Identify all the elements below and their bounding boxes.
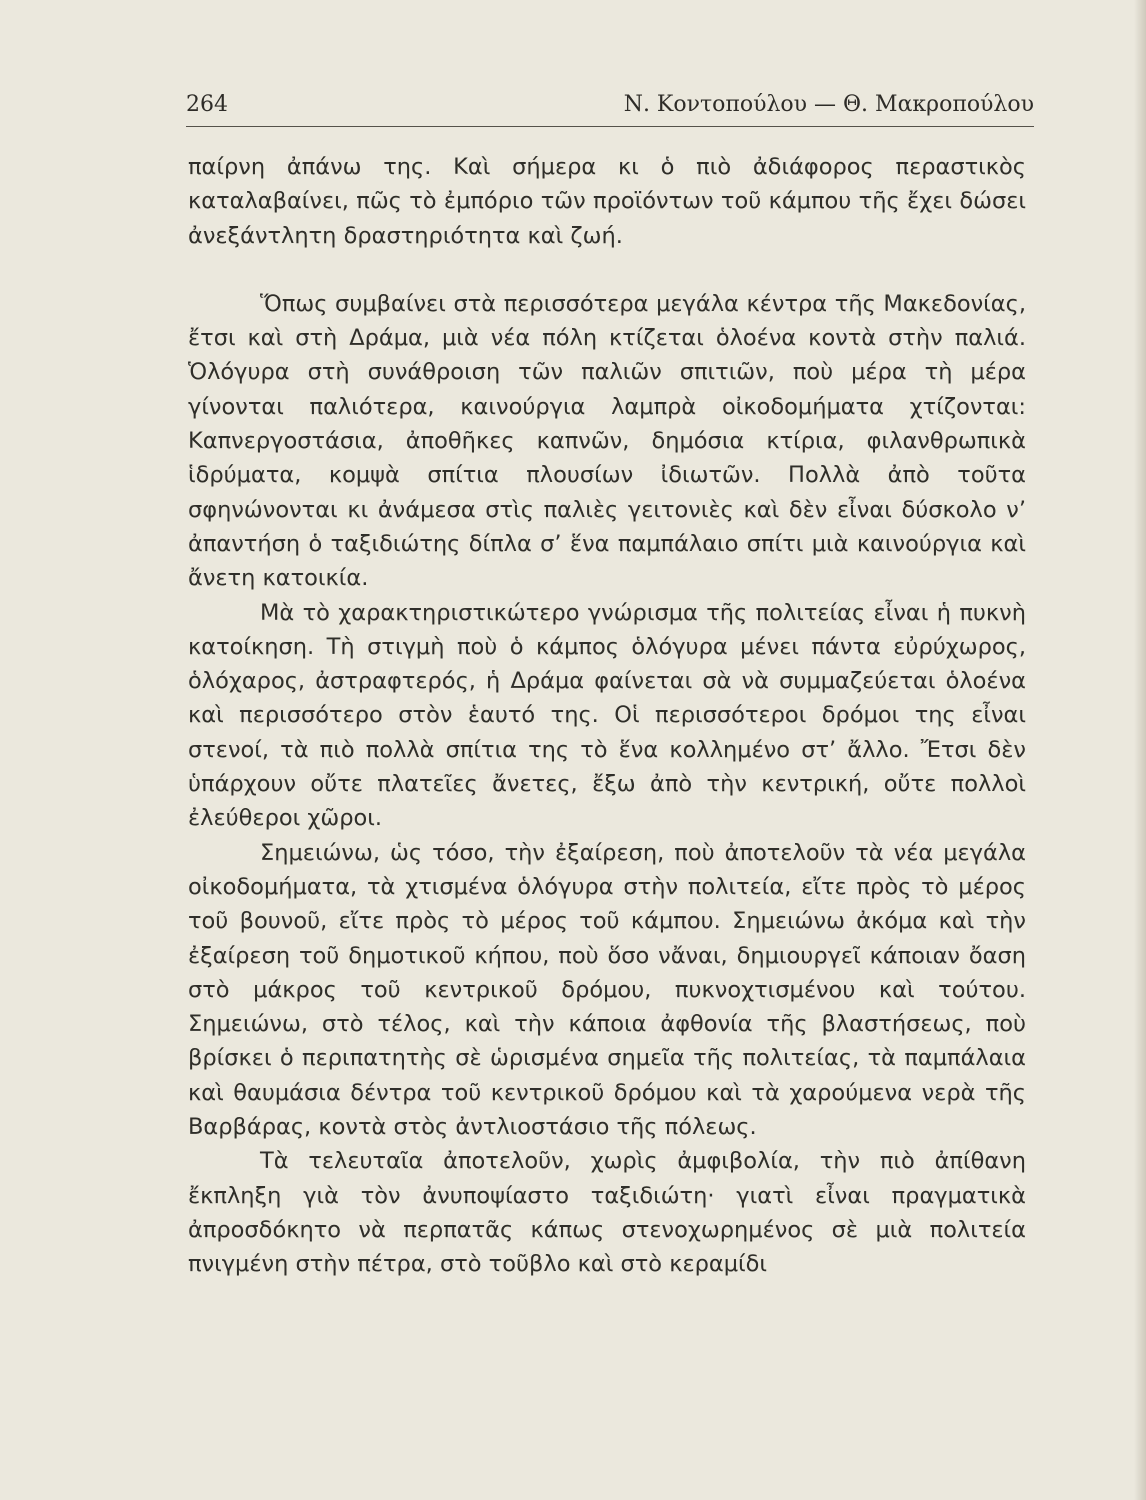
body-text bbox=[188, 150, 1026, 1282]
header-rule bbox=[186, 126, 1034, 127]
paragraph: Σημειώνω, ὡς τόσο, τὴν ἐξαίρεση, ποὺ ἀποτελοῦν τὰ νέα μεγάλα οἰκοδομήματα, τὰ χτισμένα ὁλόγυρα στὴν πολιτεία, εἴτε πρὸς τὸ μέρος τοῦ βουνοῦ, εἴτε πρὸς τὸ μέρος τοῦ κάμπου. Σημειώνω ἀκόμα καὶ τὴν ἐξαίρεση τοῦ δημοτικοῦ κήπου, ποὺ ὅσο νἄναι, δημιουργεῖ κάποιαν ὄαση στὸ μάκρος τοῦ κεντρικοῦ δρόμου, πυκνοχτισμένου καὶ τούτου. Σημειώνω, στὸ τέλος, καὶ τὴν κάποια ἀφθονία τῆς βλαστήσεως, ποὺ βρίσκει ὁ περιπατητὴς σὲ ὡρισμένα σημεῖα τῆς πολιτείας, τὰ παμπάλαια καὶ θαυμάσια δέντρα τοῦ κεντρικοῦ δρόμου καὶ τὰ χαρούμενα νερὰ τῆς Βαρβάρας, κοντὰ στὸς ἀντλιοστάσιο τῆς πόλεως. bbox=[188, 839, 1026, 1141]
page-edge-shadow bbox=[1134, 0, 1146, 1500]
page-number: 264 bbox=[186, 92, 228, 117]
running-title: Ν. Κοντοπούλου — Θ. Μακροπούλου bbox=[623, 92, 1034, 117]
paragraph-continued: παίρνη ἀπάνω της. Καὶ σήμερα κι ὁ πιὸ ἀδιάφορος περαστικὸς καταλαβαίνει, πῶς τὸ ἐμπόριο τῶν προϊόντων τοῦ κάμπου τῆς ἔχει δώσει ἀνεξάντλητη δραστηριότητα καὶ ζωή. bbox=[188, 154, 1026, 249]
paragraph: Μὰ τὸ χαρακτηριστικώτερο γνώρισμα τῆς πολιτείας εἶναι ἡ πυκνὴ κατοίκηση. Τὴ στιγμὴ ποὺ ὁ κάμπος ὁλόγυρα μένει πάντα εὐρύχωρος, ὁλόχαρος, ἀστραφτερός, ἡ Δράμα φαίνεται σὰ νὰ συμμαζεύεται ὁλοένα καὶ περισσότερο στὸν ἑαυτό της. Οἱ περισσότεροι δρόμοι της εἶναι στενοί, τὰ πιὸ πολλὰ σπίτια της τὸ ἕνα κολλημένο στ’ ἄλλο. Ἔτσι δὲν ὑπάρχουν οὔτε πλατεῖες ἄνετες, ἔξω ἀπὸ τὴν κεντρική, οὔτε πολλοὶ ἐλεύθεροι χῶροι. bbox=[188, 599, 1026, 832]
paragraph: Ὅπως συμβαίνει στὰ περισσότερα μεγάλα κέντρα τῆς Μακεδονίας, ἔτσι καὶ στὴ Δράμα, μιὰ νέα πόλη κτίζεται ὁλοένα κοντὰ στὴν παλιά. Ὁλόγυρα στὴ συνάθροιση τῶν παλιῶν σπιτιῶν, ποὺ μέρα τὴ μέρα γίνονται παλιότερα, καινούργια λαμπρὰ οἰκοδομήματα χτίζονται: Καπνεργοστάσια, ἀποθῆκες καπνῶν, δημόσια κτίρια, φιλανθρωπικὰ ἱδρύματα, κομψὰ σπίτια πλουσίων ἰδιωτῶν. Πολλὰ ἀπὸ τοῦτα σφηνώνονται κι ἀνάμεσα στὶς παλιὲς γειτονιὲς καὶ δὲν εἶναι δύσκολο ν’ ἀπαντήση ὁ ταξιδιώτης δίπλα σ’ ἕνα παμπάλαιο σπίτι μιὰ καινούργια καὶ ἄνετη κατοικία. bbox=[188, 290, 1026, 592]
running-header bbox=[186, 92, 1034, 117]
paragraph: Τὰ τελευταῖα ἀποτελοῦν, χωρὶς ἀμφιβολία, τὴν πιὸ ἀπίθανη ἔκπληξη γιὰ τὸν ἀνυποψίαστο ταξιδιώτη· γιατὶ εἶναι πραγματικὰ ἀπροσδόκητο νὰ περπατᾶς κάπως στενοχωρημένος σὲ μιὰ πολιτεία πνιγμένη στὴν πέτρα, στὸ τοῦβλο καὶ στὸ κεραμίδι bbox=[188, 1148, 1026, 1278]
